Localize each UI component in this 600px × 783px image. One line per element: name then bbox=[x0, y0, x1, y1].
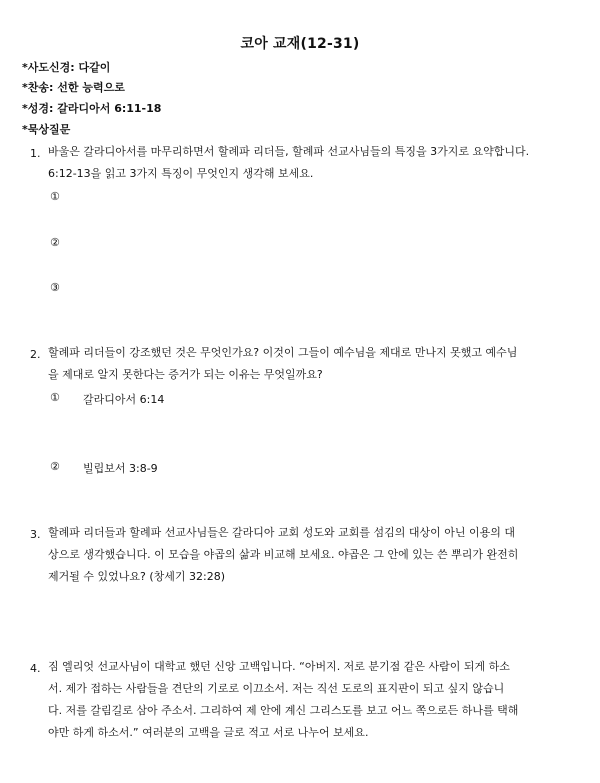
creed-line: *사도신경: 다같이 bbox=[22, 61, 111, 74]
answer-marker-1: ① bbox=[50, 391, 60, 404]
reference-philippians: 빌립보서 3:8-9 bbox=[83, 462, 158, 475]
question-1-number: 1. bbox=[30, 147, 41, 160]
answer-marker-2: ② bbox=[50, 460, 60, 473]
scripture-line: *성경: 갈라디아서 6:11-18 bbox=[22, 102, 162, 115]
question-1-line-2: 6:12-13을 읽고 3가지 특징이 무엇인지 생각해 보세요. bbox=[48, 167, 314, 180]
question-1-text bbox=[48, 141, 576, 185]
question-2-number: 2. bbox=[30, 348, 41, 361]
answer-marker-3: ③ bbox=[50, 281, 60, 294]
question-2-line-1: 할례파 리더들이 강조했던 것은 무엇인가요? 이것이 그들이 예수님을 제대로 만나지 못했고 예수님 bbox=[48, 346, 518, 359]
answer-marker-1: ① bbox=[50, 190, 60, 203]
question-4-line-2: 서. 제가 접하는 사람들을 견단의 기로로 이끄소서. 저는 직선 도로의 표지판이 되고 싶지 않습니 bbox=[48, 682, 505, 695]
question-4-line-4: 야만 하게 하소서.” 여러분의 고백을 글로 적고 서로 나누어 보세요. bbox=[48, 726, 369, 739]
hymn-line: *찬송: 선한 능력으로 bbox=[22, 81, 125, 94]
question-4-line-1: 짐 엘리엇 선교사님이 대학교 했던 신앙 고백입니다. “아버지. 저로 분기점 같은 사람이 되게 하소 bbox=[48, 660, 510, 673]
question-3-number: 3. bbox=[30, 528, 41, 541]
question-4-line-3: 다. 저를 갈림길로 삼아 주소서. 그리하여 제 안에 계신 그리스도를 보고 어느 쪽으로든 하나를 택해 bbox=[48, 704, 519, 717]
meditation-heading: *묵상질문 bbox=[22, 123, 71, 136]
reference-galatians: 갈라디아서 6:14 bbox=[83, 393, 165, 406]
question-2-text bbox=[48, 342, 576, 386]
question-3-text bbox=[48, 522, 576, 588]
question-3-line-2: 상으로 생각했습니다. 이 모습을 야곱의 삶과 비교해 보세요. 야곱은 그 안에 있는 쓴 뿌리가 완전히 bbox=[48, 548, 519, 561]
question-3-line-3: 제거될 수 있었나요? (창세기 32:28) bbox=[48, 570, 225, 583]
question-4-number: 4. bbox=[30, 662, 41, 675]
question-2-line-2: 을 제대로 알지 못한다는 증거가 되는 이유는 무엇일까요? bbox=[48, 368, 323, 381]
question-1-line-1: 바울은 갈라디아서를 마무리하면서 할례파 리더들, 할례파 선교사님들의 특징을 3가지로 요약합니다. bbox=[48, 145, 530, 158]
page-title: 코아 교재(12-31) bbox=[240, 36, 360, 52]
question-3-line-1: 할례파 리더들과 할례파 선교사님들은 갈라디아 교회 성도와 교회를 섬김의 대상이 아닌 이용의 대 bbox=[48, 526, 515, 539]
answer-marker-2: ② bbox=[50, 236, 60, 249]
question-4-text bbox=[48, 656, 576, 744]
